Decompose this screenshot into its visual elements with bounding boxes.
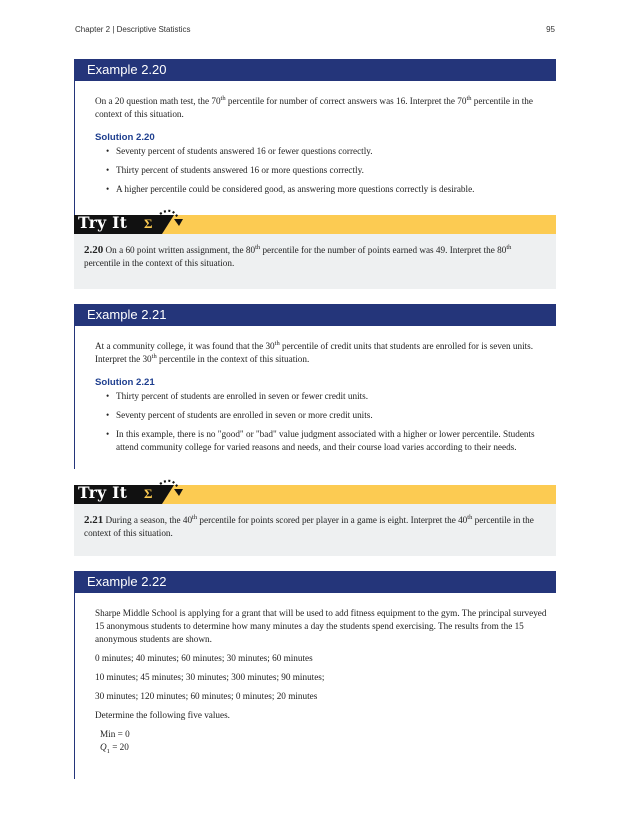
example-2-22 (74, 571, 556, 779)
page-number: 95 (546, 25, 555, 34)
example-title: Example 2.21 (74, 304, 556, 326)
list-item: • A higher percentile could be considered good, as answering more questions correctly is desirable. (106, 184, 475, 194)
sigma-icon: Σ (144, 486, 153, 501)
determine-text: Determine the following five values. (95, 710, 230, 720)
data-line: 30 minutes; 120 minutes; 60 minutes; 0 minutes; 20 minutes (95, 691, 318, 701)
bullet-icon: • (106, 429, 110, 439)
solution-title: Solution 2.21 (95, 377, 155, 388)
bullet-icon: • (106, 165, 110, 175)
running-header (75, 25, 555, 37)
try-it-2-20 (74, 212, 556, 289)
try-it-2-21 (74, 482, 556, 556)
example-body (74, 593, 556, 779)
sigma-icon: Σ (144, 216, 153, 231)
try-it-body: 2.21 During a season, the 40th percentile for points scored per player in a game is eight. Interpret the 40th percentile in the context of this situation. (74, 504, 556, 556)
bullet-icon: • (106, 391, 110, 401)
chapter-title: Chapter 2 | Descriptive Statistics (75, 25, 191, 34)
list-item: • Thirty percent of students are enrolled in seven or fewer credit units. (106, 391, 369, 401)
list-item: • Thirty percent of students answered 16 or more questions correctly. (106, 165, 364, 175)
exercise-number: 2.21 (84, 514, 104, 526)
bullet-icon: • (106, 410, 110, 420)
data-line: 10 minutes; 45 minutes; 30 minutes; 300 minutes; 90 minutes; (95, 672, 325, 682)
solution-list (95, 145, 556, 196)
try-it-label: Try It (78, 483, 128, 502)
try-it-banner (74, 212, 556, 234)
example-2-20 (74, 59, 556, 219)
try-it-banner (74, 482, 556, 504)
example-body (74, 326, 556, 469)
exercise-number: 2.20 (84, 244, 104, 256)
dotted-arrow-icon (158, 476, 188, 502)
bullet-icon: • (106, 146, 110, 156)
dotted-arrow-icon (158, 206, 188, 232)
list-item: • Seventy percent of students answered 16 or fewer questions correctly. (106, 146, 373, 156)
example-question: At a community college, it was found that the 30th percentile of credit units that students are enrolled for is seven units. Interpret the 30th percentile in the context of this situation. (95, 339, 534, 364)
data-line: 0 minutes; 40 minutes; 60 minutes; 30 minutes; 60 minutes (95, 653, 313, 663)
example-title: Example 2.20 (74, 59, 556, 81)
solution-title: Solution 2.20 (95, 132, 155, 143)
example-question: On a 20 question math test, the 70th percentile for number of correct answers was 16. Interpret the 70th percentile in the context of this situation. (95, 94, 533, 119)
example-title: Example 2.22 (74, 571, 556, 593)
list-item: • In this example, there is no "good" or "bad" value judgment associated with a higher or lower percentile. Students attend community college for varied reasons and needs, and their course load varies according to their needs. (106, 429, 535, 452)
bullet-icon: • (106, 184, 110, 194)
example-intro: Sharpe Middle School is applying for a grant that will be used to add fitness equipment to the gym. The principal surveyed 15 anonymous students to determine how many minutes a day the students spend exercising. The results from the 15 anonymous students are shown. (95, 608, 547, 644)
try-it-body: 2.20 On a 60 point written assignment, the 80th percentile for the number of points earned was 49. Interpret the 80th percentile in the context of this situation. (74, 234, 556, 289)
min-value: Min = 0 (100, 729, 130, 739)
list-item: • Seventy percent of students are enrolled in seven or more credit units. (106, 410, 373, 420)
q1-value: $Q_1 = 20$ (100, 742, 129, 755)
example-2-21 (74, 304, 556, 469)
solution-list (95, 390, 556, 454)
example-body (74, 81, 556, 219)
try-it-label: Try It (78, 213, 128, 232)
